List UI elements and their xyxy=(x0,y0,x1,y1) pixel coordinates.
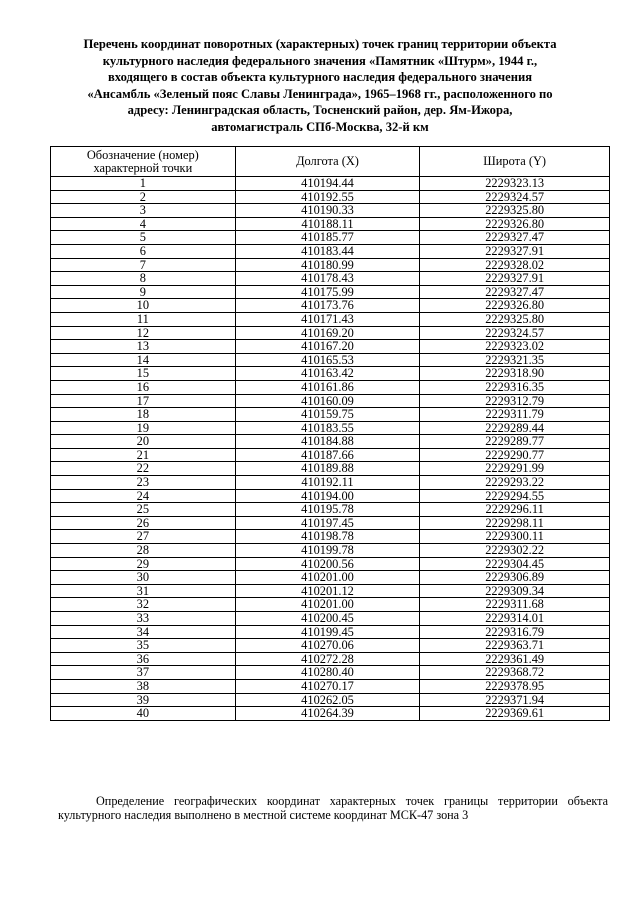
latitude-cell: 2229327.47 xyxy=(420,231,610,245)
latitude-cell: 2229324.57 xyxy=(420,326,610,340)
point-number-cell: 12 xyxy=(51,326,236,340)
point-number-cell: 17 xyxy=(51,394,236,408)
table-row xyxy=(51,326,610,340)
latitude-cell: 2229314.01 xyxy=(420,612,610,626)
point-number-cell: 38 xyxy=(51,679,236,693)
longitude-cell: 410188.11 xyxy=(235,217,420,231)
coordinates-table xyxy=(50,146,610,721)
latitude-cell: 2229327.91 xyxy=(420,272,610,286)
latitude-cell: 2229326.80 xyxy=(420,217,610,231)
point-number-cell: 13 xyxy=(51,340,236,354)
table-row xyxy=(51,516,610,530)
longitude-cell: 410175.99 xyxy=(235,285,420,299)
header-latitude: Широта (Y) xyxy=(420,147,610,177)
longitude-cell: 410200.56 xyxy=(235,557,420,571)
table-row xyxy=(51,367,610,381)
table-row xyxy=(51,244,610,258)
point-number-cell: 1 xyxy=(51,177,236,191)
longitude-cell: 410200.45 xyxy=(235,612,420,626)
table-row xyxy=(51,530,610,544)
longitude-cell: 410194.44 xyxy=(235,177,420,191)
latitude-cell: 2229298.11 xyxy=(420,516,610,530)
table-body xyxy=(51,177,610,721)
table-row xyxy=(51,340,610,354)
point-number-cell: 32 xyxy=(51,598,236,612)
point-number-cell: 20 xyxy=(51,435,236,449)
title-line: автомагистраль СПб-Москва, 32-й км xyxy=(211,119,429,134)
longitude-cell: 410201.00 xyxy=(235,571,420,585)
point-number-cell: 34 xyxy=(51,625,236,639)
latitude-cell: 2229306.89 xyxy=(420,571,610,585)
table-row xyxy=(51,177,610,191)
point-number-cell: 11 xyxy=(51,312,236,326)
latitude-cell: 2229323.02 xyxy=(420,340,610,354)
latitude-cell: 2229311.68 xyxy=(420,598,610,612)
latitude-cell: 2229311.79 xyxy=(420,408,610,422)
table-row xyxy=(51,380,610,394)
table-row xyxy=(51,312,610,326)
longitude-cell: 410185.77 xyxy=(235,231,420,245)
latitude-cell: 2229290.77 xyxy=(420,448,610,462)
latitude-cell: 2229289.44 xyxy=(420,421,610,435)
table-row xyxy=(51,299,610,313)
longitude-cell: 410192.11 xyxy=(235,476,420,490)
longitude-cell: 410197.45 xyxy=(235,516,420,530)
table-row xyxy=(51,625,610,639)
latitude-cell: 2229302.22 xyxy=(420,544,610,558)
point-number-cell: 35 xyxy=(51,639,236,653)
point-number-cell: 18 xyxy=(51,408,236,422)
table-row xyxy=(51,612,610,626)
point-number-cell: 23 xyxy=(51,476,236,490)
table-row xyxy=(51,489,610,503)
header-point-number xyxy=(51,147,236,177)
longitude-cell: 410190.33 xyxy=(235,204,420,218)
point-number-cell: 14 xyxy=(51,353,236,367)
point-number-cell: 8 xyxy=(51,272,236,286)
table-row xyxy=(51,258,610,272)
point-number-cell: 9 xyxy=(51,285,236,299)
longitude-cell: 410201.12 xyxy=(235,584,420,598)
latitude-cell: 2229371.94 xyxy=(420,693,610,707)
longitude-cell: 410159.75 xyxy=(235,408,420,422)
longitude-cell: 410180.99 xyxy=(235,258,420,272)
longitude-cell: 410264.39 xyxy=(235,707,420,721)
longitude-cell: 410201.00 xyxy=(235,598,420,612)
latitude-cell: 2229324.57 xyxy=(420,190,610,204)
point-number-cell: 5 xyxy=(51,231,236,245)
latitude-cell: 2229325.80 xyxy=(420,312,610,326)
longitude-cell: 410189.88 xyxy=(235,462,420,476)
longitude-cell: 410194.00 xyxy=(235,489,420,503)
longitude-cell: 410167.20 xyxy=(235,340,420,354)
longitude-cell: 410199.45 xyxy=(235,625,420,639)
longitude-cell: 410173.76 xyxy=(235,299,420,313)
point-number-cell: 33 xyxy=(51,612,236,626)
latitude-cell: 2229369.61 xyxy=(420,707,610,721)
latitude-cell: 2229316.35 xyxy=(420,380,610,394)
table-row xyxy=(51,679,610,693)
table-header-row xyxy=(51,147,610,177)
longitude-cell: 410171.43 xyxy=(235,312,420,326)
point-number-cell: 7 xyxy=(51,258,236,272)
table-row xyxy=(51,231,610,245)
latitude-cell: 2229327.91 xyxy=(420,244,610,258)
title-line: культурного наследия федерального значения «Памятник «Штурм», 1944 г., xyxy=(102,53,538,68)
table-row xyxy=(51,462,610,476)
footnote-line-1: Определение географических координат характерных точек границы территории объекта xyxy=(96,794,608,808)
longitude-cell: 410272.28 xyxy=(235,652,420,666)
point-number-cell: 29 xyxy=(51,557,236,571)
longitude-cell: 410195.78 xyxy=(235,503,420,517)
point-number-cell: 30 xyxy=(51,571,236,585)
latitude-cell: 2229300.11 xyxy=(420,530,610,544)
latitude-cell: 2229312.79 xyxy=(420,394,610,408)
latitude-cell: 2229378.95 xyxy=(420,679,610,693)
point-number-cell: 15 xyxy=(51,367,236,381)
latitude-cell: 2229361.49 xyxy=(420,652,610,666)
table-row xyxy=(51,394,610,408)
title-line: входящего в состав объекта культурного наследия федерального значения xyxy=(107,70,533,84)
table-row xyxy=(51,476,610,490)
point-number-cell: 26 xyxy=(51,516,236,530)
table-row xyxy=(51,353,610,367)
longitude-cell: 410192.55 xyxy=(235,190,420,204)
point-number-cell: 19 xyxy=(51,421,236,435)
point-number-cell: 16 xyxy=(51,380,236,394)
title-line: адресу: Ленинградская область, Тосненский район, дер. Ям-Ижора, xyxy=(127,103,513,117)
latitude-cell: 2229368.72 xyxy=(420,666,610,680)
longitude-cell: 410183.55 xyxy=(235,421,420,435)
point-number-cell: 4 xyxy=(51,217,236,231)
table-row xyxy=(51,272,610,286)
longitude-cell: 410163.42 xyxy=(235,367,420,381)
point-number-cell: 39 xyxy=(51,693,236,707)
latitude-cell: 2229289.77 xyxy=(420,435,610,449)
table-row xyxy=(51,584,610,598)
footnote-line-2: культурного наследия выполнено в местной системе координат МСК-47 зона 3 xyxy=(58,808,469,822)
point-number-cell: 24 xyxy=(51,489,236,503)
latitude-cell: 2229327.47 xyxy=(420,285,610,299)
title-line: «Ансамбль «Зеленый пояс Славы Ленинграда», 1965–1968 гг., расположенного по xyxy=(87,86,553,101)
latitude-cell: 2229291.99 xyxy=(420,462,610,476)
table-row xyxy=(51,435,610,449)
point-number-cell: 25 xyxy=(51,503,236,517)
table-row xyxy=(51,408,610,422)
latitude-cell: 2229326.80 xyxy=(420,299,610,313)
title-line: Перечень координат поворотных (характерных) точек границ территории объекта xyxy=(83,37,557,51)
footnote xyxy=(58,794,608,822)
latitude-cell: 2229304.45 xyxy=(420,557,610,571)
table-row xyxy=(51,666,610,680)
table-row xyxy=(51,598,610,612)
point-number-cell: 2 xyxy=(51,190,236,204)
table-row xyxy=(51,285,610,299)
longitude-cell: 410270.17 xyxy=(235,679,420,693)
longitude-cell: 410184.88 xyxy=(235,435,420,449)
longitude-cell: 410270.06 xyxy=(235,639,420,653)
table-row xyxy=(51,204,610,218)
table-row xyxy=(51,707,610,721)
header-point-line2: характерной точки xyxy=(93,160,193,175)
header-longitude: Долгота (X) xyxy=(235,147,420,177)
latitude-cell: 2229309.34 xyxy=(420,584,610,598)
longitude-cell: 410198.78 xyxy=(235,530,420,544)
longitude-cell: 410165.53 xyxy=(235,353,420,367)
table-row xyxy=(51,217,610,231)
point-number-cell: 28 xyxy=(51,544,236,558)
latitude-cell: 2229325.80 xyxy=(420,204,610,218)
latitude-cell: 2229323.13 xyxy=(420,177,610,191)
point-number-cell: 37 xyxy=(51,666,236,680)
longitude-cell: 410187.66 xyxy=(235,448,420,462)
table-row xyxy=(51,421,610,435)
latitude-cell: 2229328.02 xyxy=(420,258,610,272)
table-row xyxy=(51,652,610,666)
latitude-cell: 2229363.71 xyxy=(420,639,610,653)
point-number-cell: 10 xyxy=(51,299,236,313)
latitude-cell: 2229294.55 xyxy=(420,489,610,503)
point-number-cell: 40 xyxy=(51,707,236,721)
point-number-cell: 36 xyxy=(51,652,236,666)
latitude-cell: 2229321.35 xyxy=(420,353,610,367)
longitude-cell: 410178.43 xyxy=(235,272,420,286)
longitude-cell: 410169.20 xyxy=(235,326,420,340)
table-row xyxy=(51,544,610,558)
longitude-cell: 410183.44 xyxy=(235,244,420,258)
table-row xyxy=(51,190,610,204)
longitude-cell: 410199.78 xyxy=(235,544,420,558)
point-number-cell: 21 xyxy=(51,448,236,462)
longitude-cell: 410160.09 xyxy=(235,394,420,408)
latitude-cell: 2229316.79 xyxy=(420,625,610,639)
point-number-cell: 31 xyxy=(51,584,236,598)
latitude-cell: 2229296.11 xyxy=(420,503,610,517)
point-number-cell: 27 xyxy=(51,530,236,544)
latitude-cell: 2229293.22 xyxy=(420,476,610,490)
header-point-line1: Обозначение (номер) xyxy=(86,147,199,162)
latitude-cell: 2229318.90 xyxy=(420,367,610,381)
table-row xyxy=(51,639,610,653)
table-row xyxy=(51,557,610,571)
longitude-cell: 410262.05 xyxy=(235,693,420,707)
table-row xyxy=(51,693,610,707)
longitude-cell: 410280.40 xyxy=(235,666,420,680)
point-number-cell: 22 xyxy=(51,462,236,476)
table-row xyxy=(51,448,610,462)
table-row xyxy=(51,571,610,585)
document-title xyxy=(40,36,600,135)
table-row xyxy=(51,503,610,517)
point-number-cell: 6 xyxy=(51,244,236,258)
longitude-cell: 410161.86 xyxy=(235,380,420,394)
point-number-cell: 3 xyxy=(51,204,236,218)
